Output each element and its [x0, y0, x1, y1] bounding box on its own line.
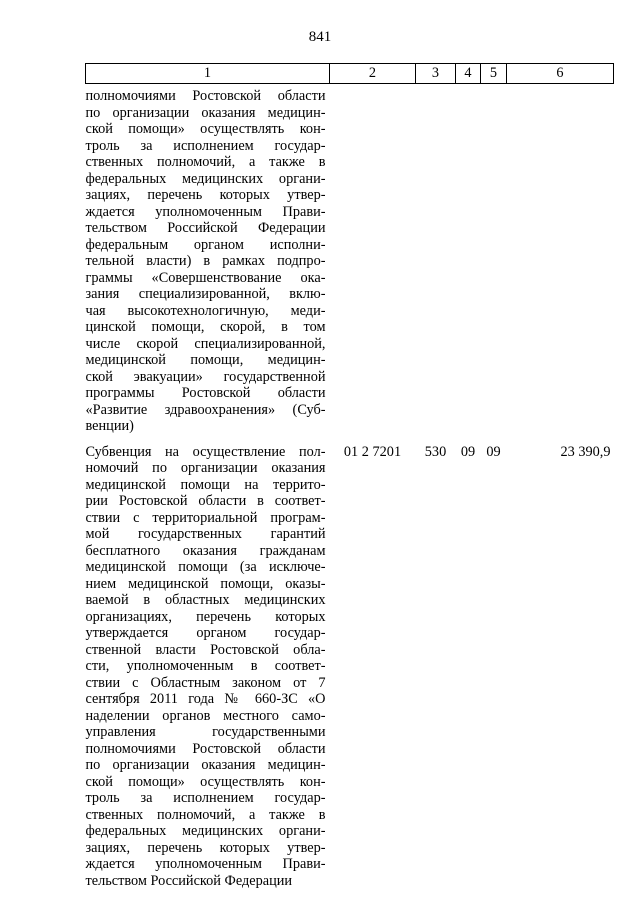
description-line: ственных полномочий, а также в — [85, 154, 326, 170]
description-line: полномочиями Ростовской области — [85, 88, 326, 104]
description-line: федеральных медицинских органи- — [85, 170, 326, 187]
description-line: сентября 2011 года № 660-ЗС «О — [85, 691, 326, 707]
description-line: медицинской помощи (за исключе- — [85, 559, 326, 575]
row-col5: 09 — [486, 443, 501, 460]
column-header-5: 5 — [481, 64, 507, 84]
description-line: утверждается органом государ- — [85, 625, 326, 641]
description-line: по организации оказания медицин- — [85, 757, 326, 773]
description-line: нием медицинской помощи, оказы- — [85, 575, 326, 592]
description-line: рии Ростовской области в соответ- — [85, 493, 326, 509]
row-col3 — [416, 84, 456, 435]
page-number: 841 — [308, 29, 332, 45]
description-line: мой государственных гарантий — [85, 526, 326, 542]
description-line: медицинской помощи на террито- — [85, 476, 326, 493]
description-line: ждается уполномоченным Прави- — [85, 203, 326, 220]
description-line: тельством Российской Федерации — [85, 872, 293, 889]
description-line: зациях, перечень которых утвер- — [85, 187, 326, 203]
description-line: медицинской помощи, медицин- — [85, 352, 326, 368]
row-code: 01 2 7201 — [343, 443, 402, 460]
column-header-3: 3 — [416, 64, 456, 84]
description-line: по организации оказания медицин- — [85, 104, 326, 121]
description-line: ствии с территориальной програм- — [85, 509, 326, 526]
description-line: чая высокотехнологичную, меди- — [85, 302, 326, 319]
column-header-4: 4 — [456, 64, 481, 84]
description-line: номочий по организации оказания — [85, 460, 326, 476]
row-col3: 530 — [424, 443, 447, 460]
header-row — [86, 64, 614, 84]
description-line: управления государственными — [85, 724, 326, 740]
description-line: тельной власти) в рамках подпро- — [85, 253, 326, 269]
description-line: полномочиями Ростовской области — [85, 740, 326, 757]
description-line: зациях, перечень которых утвер- — [85, 839, 326, 856]
description-line: федеральным органом исполни- — [85, 236, 326, 253]
description-line: федеральных медицинских органи- — [85, 823, 326, 839]
description-line: ждается уполномоченным Прави- — [85, 856, 326, 872]
row-col5 — [481, 84, 507, 435]
table-row — [86, 84, 614, 435]
row-col4: 09 — [460, 443, 476, 460]
description-line: ствии с Областным законом от 7 — [85, 674, 326, 691]
description-line: сти, уполномоченным в соответ- — [85, 658, 326, 674]
description-line: троль за исполнением государ- — [85, 137, 326, 154]
budget-table — [85, 63, 614, 889]
row-code — [330, 84, 416, 435]
row-col4 — [456, 84, 481, 435]
description-line: тельством Российской Федерации — [85, 220, 326, 236]
description-line: ваемой в областных медицинских — [85, 592, 326, 608]
description-line: цинской помощи, скорой, в том — [85, 319, 326, 335]
description-line: венции) — [85, 418, 134, 434]
description-line: троль за исполнением государ- — [85, 790, 326, 806]
description-line: ской помощи» осуществлять кон- — [85, 121, 326, 137]
table-row — [86, 435, 614, 890]
description-line: бесплатного оказания гражданам — [85, 542, 326, 559]
row-description — [86, 84, 330, 435]
description-line: «Развитие здравоохранения» (Суб- — [85, 401, 326, 418]
column-header-1: 1 — [86, 64, 330, 84]
description-line: наделении органов местного само- — [85, 707, 326, 724]
description-line: числе скорой специализированной, — [85, 335, 326, 352]
row-amount — [507, 84, 614, 435]
description-line: ственных полномочий, а также в — [85, 806, 326, 823]
row-description — [86, 435, 330, 890]
description-line: Субвенция на осуществление пол- — [85, 443, 326, 460]
description-line: граммы «Совершенствование ока- — [85, 269, 326, 286]
description-line: программы Ростовской области — [85, 385, 326, 401]
description-line: зания специализированной, вклю- — [85, 286, 326, 302]
column-header-6: 6 — [507, 64, 614, 84]
column-header-2: 2 — [330, 64, 416, 84]
description-line: ской помощи» осуществлять кон- — [85, 773, 326, 790]
description-line: ственной власти Ростовской обла- — [85, 641, 326, 658]
description-line: ской эвакуации» государственной — [85, 368, 326, 385]
description-line: организациях, перечень которых — [85, 608, 326, 625]
row-amount: 23 390,9 — [560, 443, 611, 460]
